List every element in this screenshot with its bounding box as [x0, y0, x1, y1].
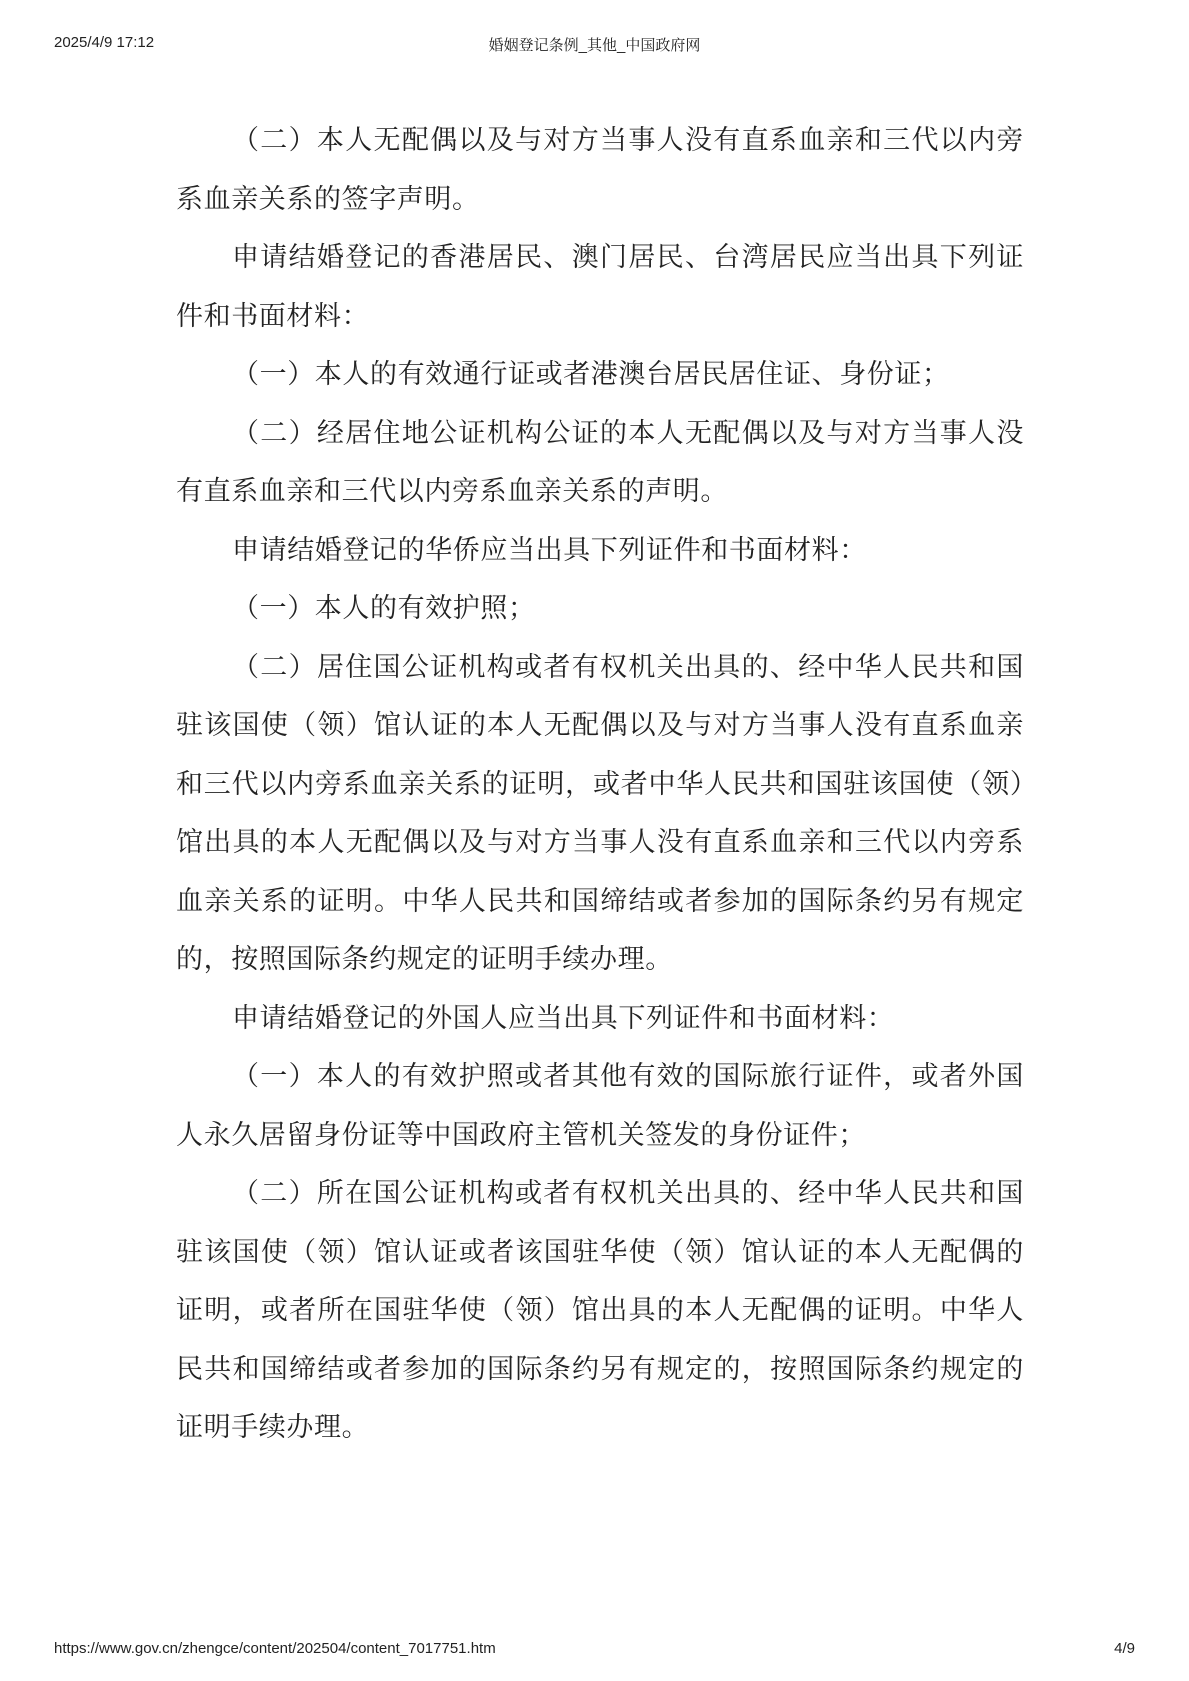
paragraph: （二）经居住地公证机构公证的本人无配偶以及与对方当事人没有直系血亲和三代以内旁系血亲关系的声明。 [176, 417, 1024, 507]
page-title: 婚姻登记条例_其他_中国政府网 [488, 37, 701, 54]
document-body [176, 112, 1024, 1458]
paragraph: （二）本人无配偶以及与对方当事人没有直系血亲和三代以内旁系血亲关系的签字声明。 [176, 125, 1024, 215]
paragraph: （二）居住国公证机构或者有权机关出具的、经中华人民共和国驻该国使（领）馆认证的本人无配偶以及与对方当事人没有直系血亲和三代以内旁系血亲关系的证明，或者中华人民共和国驻该国使（领）馆出具的本人无配偶以及与对方当事人没有直系血亲和三代以内旁系血亲关系的证明。中华人民共和国缔结或者参加的国际条约另有规定的，按照国际条约规定的证明手续办理。 [176, 651, 1024, 975]
paragraph: （二）所在国公证机构或者有权机关出具的、经中华人民共和国驻该国使（领）馆认证或者该国驻华使（领）馆认证的本人无配偶的证明，或者所在国驻华使（领）馆出具的本人无配偶的证明。中华人民共和国缔结或者参加的国际条约另有规定的，按照国际条约规定的证明手续办理。 [176, 1178, 1024, 1443]
paragraph: （一）本人的有效护照； [232, 593, 536, 624]
paragraph: 申请结婚登记的香港居民、澳门居民、台湾居民应当出具下列证件和书面材料： [176, 242, 1024, 332]
page-number: 4/9 [1114, 1640, 1135, 1657]
paragraph: 申请结婚登记的外国人应当出具下列证件和书面材料： [232, 1002, 895, 1034]
print-datetime: 2025/4/9 17:12 [54, 34, 155, 51]
paragraph: （一）本人的有效护照或者其他有效的国际旅行证件，或者外国人永久居留身份证等中国政府主管机关签发的身份证件； [176, 1061, 1024, 1151]
paragraph: （一）本人的有效通行证或者港澳台居民居住证、身份证； [232, 359, 950, 390]
paragraph: 申请结婚登记的华侨应当出具下列证件和书面材料： [232, 534, 867, 566]
source-url-link[interactable]: https://www.gov.cn/zhengce/content/202504/content_7017751.htm [54, 1640, 496, 1657]
